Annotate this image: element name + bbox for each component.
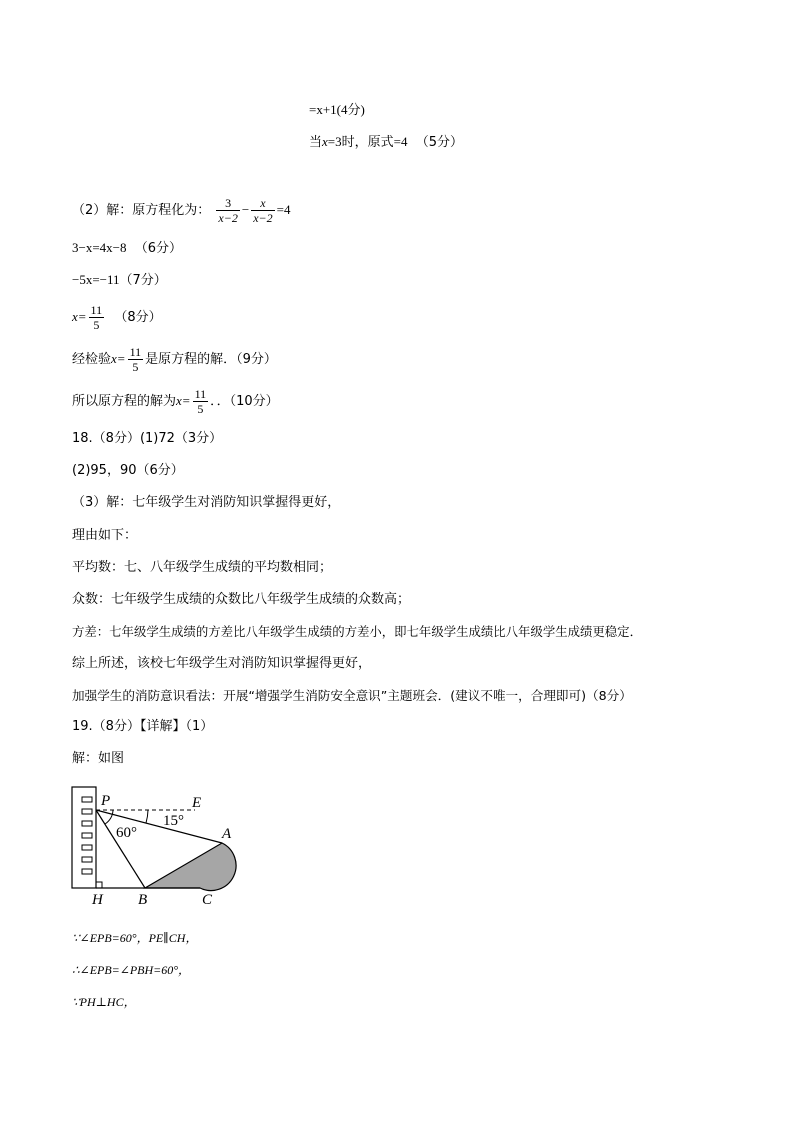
q17-2-check xyxy=(72,343,277,376)
q18-line-5: 平均数：七、八年级学生成绩的平均数相同； xyxy=(72,560,333,575)
step-1-score: （6分） xyxy=(134,241,183,256)
q17-2-intro-line xyxy=(72,195,290,226)
q19-proof-3: ∵PH⊥HC， xyxy=(72,995,136,1009)
final-post: ．．（10分） xyxy=(210,394,279,409)
cont-line-2-x: x xyxy=(322,134,328,149)
q18-line-8: 综上所述，该校七年级学生对消防知识掌握得更好， xyxy=(72,656,372,671)
fraction-numerator: 11 xyxy=(129,345,142,359)
cont-line-1: =x+1(4分) xyxy=(309,102,365,117)
q19-line-1: 19.（8分）【详解】（1） xyxy=(72,719,214,734)
angle-15-arc xyxy=(146,810,148,823)
q17-2-step-2 xyxy=(72,272,167,289)
q19-proof-1: ∵∠EPB=60°，PE∥CH， xyxy=(72,931,198,945)
fraction-1-numerator: 3 xyxy=(225,196,232,210)
q17-2-rhs: =4 xyxy=(276,202,291,217)
fraction-2-numerator: x xyxy=(260,196,266,210)
cont-line-2-score: （5分） xyxy=(415,135,464,150)
q19-proof-2: ∴∠EPB=∠PBH=60°， xyxy=(72,963,191,977)
shaded-slope xyxy=(145,843,236,891)
q18-line-9: 加强学生的消防意识看法：开展“增强学生消防安全意识”主题班会．(建议不唯一，合理即可)（8分） xyxy=(72,688,632,703)
q17-2-final xyxy=(72,385,279,418)
q17-2-minus: − xyxy=(241,202,250,217)
q17-2-intro: （2）解：原方程化为： xyxy=(72,203,211,218)
check-post: 是原方程的解．（9分） xyxy=(145,352,277,367)
fraction-2-denominator: x−2 xyxy=(253,211,273,225)
right-angle-mark xyxy=(96,882,102,888)
fraction-denominator: 5 xyxy=(193,401,209,416)
step-3-lhs: x= xyxy=(72,309,87,324)
label-A: A xyxy=(222,826,232,842)
fraction-denominator: 5 xyxy=(89,317,105,332)
q18-line-3: （3）解：七年级学生对消防知识掌握得更好， xyxy=(72,495,341,510)
check-pre: 经检验 xyxy=(72,352,112,367)
building-windows xyxy=(82,797,92,874)
final-fraction xyxy=(193,387,209,416)
q17-2-step-1 xyxy=(72,240,182,257)
step-3-score: （8分） xyxy=(114,310,162,325)
q17-2-fraction-2 xyxy=(251,196,274,225)
final-pre: 所以原方程的解为 xyxy=(72,394,177,409)
step-3-fraction xyxy=(89,303,105,332)
check-x: x= xyxy=(111,351,126,366)
fraction-numerator: 11 xyxy=(194,387,207,401)
label-P: P xyxy=(101,793,111,809)
label-E: E xyxy=(192,795,202,811)
line-PB xyxy=(96,810,145,888)
q18-line-7: 方差：七年级学生成绩的方差比八年级学生成绩的方差小，即七年级学生成绩比八年级学生成绩更稳定． xyxy=(72,624,642,639)
step-2-equation: −5x=−11 xyxy=(72,272,120,287)
angle-60-label: 60° xyxy=(116,825,137,841)
cont-line-2 xyxy=(309,134,463,151)
fraction-1-denominator: x−2 xyxy=(218,211,238,225)
line-PA xyxy=(96,810,222,843)
cont-line-2-pre: 当 xyxy=(309,135,323,150)
label-H: H xyxy=(92,892,103,908)
label-B: B xyxy=(138,892,148,908)
label-C: C xyxy=(202,892,213,908)
fraction-numerator: 11 xyxy=(90,303,103,317)
fraction-denominator: 5 xyxy=(128,359,144,374)
q18-line-2: (2)95，90（6分） xyxy=(72,463,184,478)
cont-line-2-eq: =3时，原式=4 xyxy=(327,134,408,149)
q18-line-4: 理由如下： xyxy=(72,528,138,543)
q17-2-step-3 xyxy=(72,301,162,334)
check-fraction xyxy=(128,345,144,374)
step-2-score: （7分） xyxy=(119,273,167,288)
geometry-figure xyxy=(60,780,250,910)
q18-line-1: 18.（8分）(1)72（3分） xyxy=(72,431,223,446)
angle-15-label: 15° xyxy=(163,813,184,829)
q17-2-fraction-1 xyxy=(216,196,239,225)
step-1-equation: 3−x=4x−8 xyxy=(72,240,127,255)
final-x: x= xyxy=(176,393,191,408)
q18-line-6: 众数：七年级学生成绩的众数比八年级学生成绩的众数高； xyxy=(72,592,411,607)
q19-line-2: 解：如图 xyxy=(72,751,125,766)
